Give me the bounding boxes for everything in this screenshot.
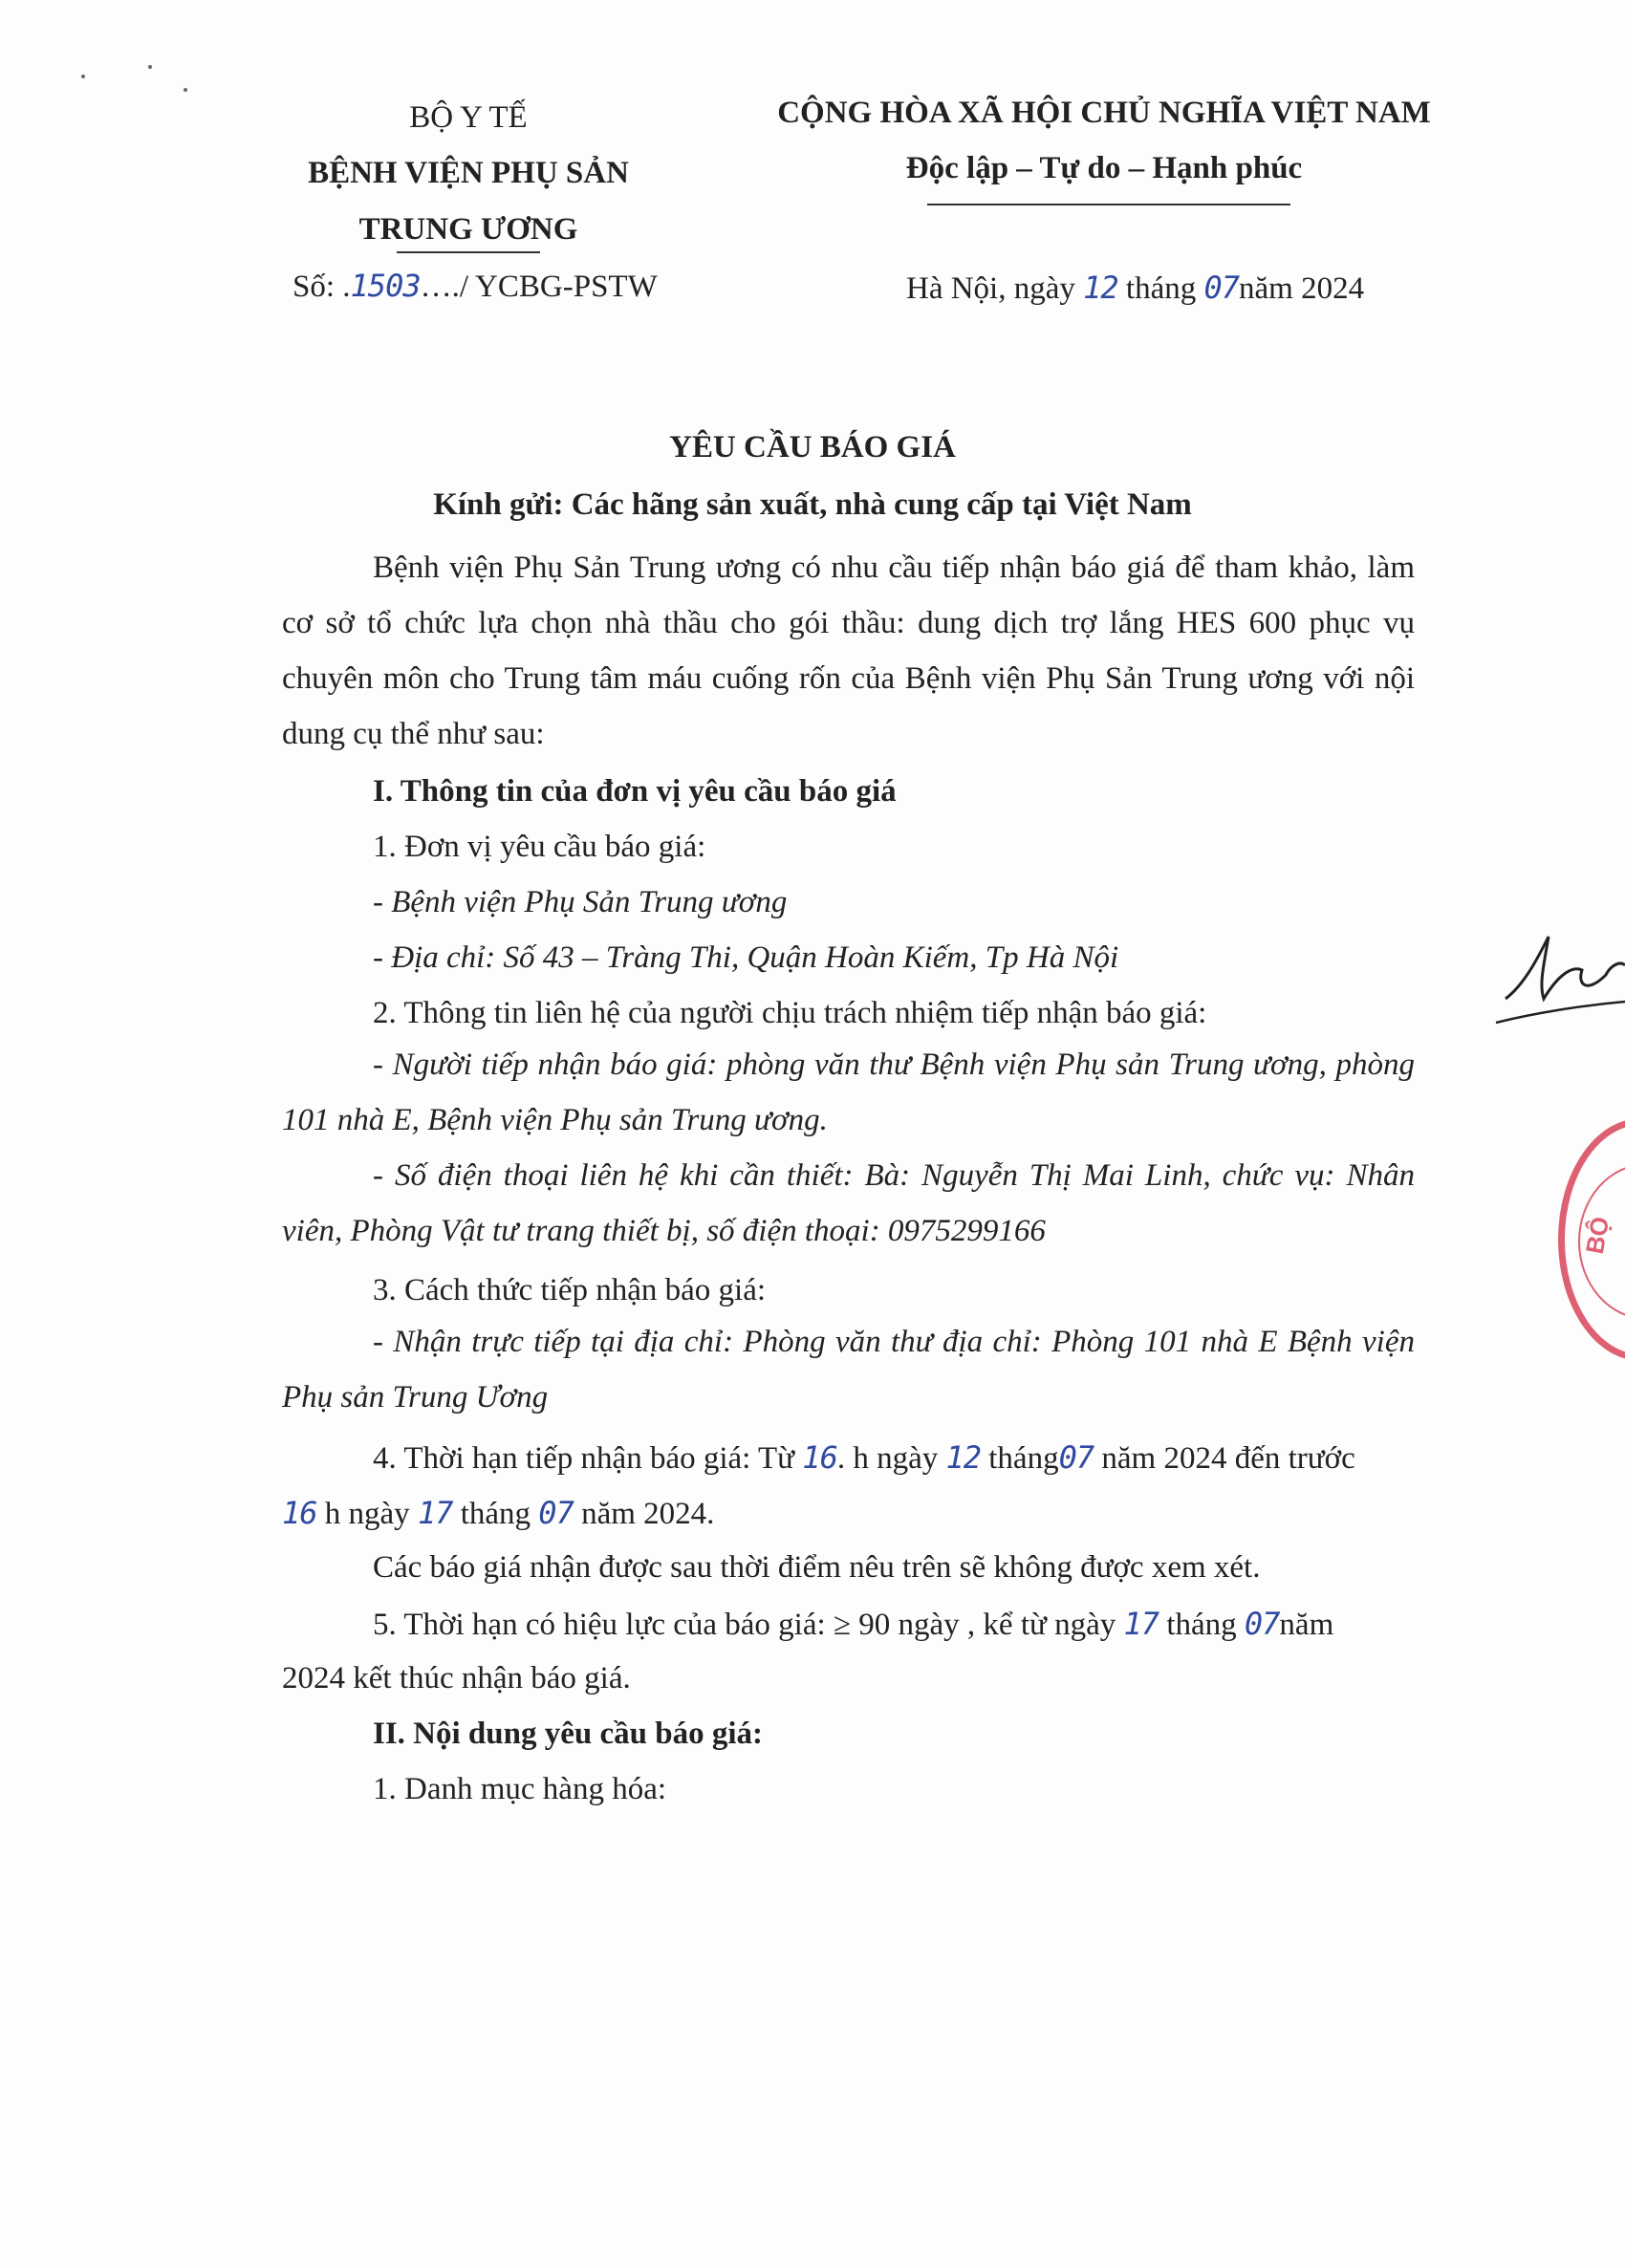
date-prefix: Hà Nội, ngày xyxy=(906,271,1075,306)
deadline-text-2: . h ngày xyxy=(836,1441,939,1476)
document-number xyxy=(292,268,658,305)
scan-speck xyxy=(81,75,85,78)
section-2-heading: II. Nội dung yêu cầu báo giá: xyxy=(373,1717,764,1751)
late-quote-note: Các báo giá nhận được sau thời điểm nêu trên sẽ không được xem xét. xyxy=(373,1550,1261,1585)
validity-text-2: tháng xyxy=(1166,1608,1237,1642)
deadline-text-4: năm 2024 đến trước xyxy=(1101,1441,1355,1476)
stamp-text: BỘ xyxy=(1579,1214,1615,1257)
issue-date xyxy=(906,270,1364,307)
validity-start-day: 17 xyxy=(1123,1606,1159,1642)
scan-speck xyxy=(184,88,187,92)
deadline-start-day: 12 xyxy=(945,1439,982,1476)
date-year: năm 2024 xyxy=(1239,271,1365,306)
receipt-deadline-line2 xyxy=(282,1495,714,1532)
receiver-info: - Người tiếp nhận báo giá: phòng văn thư Bệnh viện Phụ sản Trung ương, phòng 101 nhà E, Bệnh viện Phụ sản Trung ương. xyxy=(282,1048,1415,1137)
header-left-underline xyxy=(397,251,540,253)
national-motto: Độc lập – Tự do – Hạnh phúc xyxy=(905,151,1303,185)
deadline-text-7: năm 2024. xyxy=(581,1497,715,1531)
deadline-end-day: 17 xyxy=(417,1495,453,1531)
intro-paragraph: Bệnh viện Phụ Sản Trung ương có nhu cầu tiếp nhận báo giá để tham khảo, làm cơ sở tổ chức lựa chọn nhà thầu cho gói thầu: dung dịch trợ lắng HES 600 phục vụ chuyên môn cho Trung tâm máu cuống rốn của Bệnh viện Phụ Sản Trung ương với nội dung cụ thể như sau: xyxy=(282,551,1415,751)
deadline-end-month: 07 xyxy=(538,1495,574,1531)
validity-start-month: 07 xyxy=(1244,1606,1280,1642)
validity-text-1: 5. Thời hạn có hiệu lực của báo giá: ≥ 90 ngày , kể từ ngày xyxy=(373,1608,1116,1642)
deadline-start-month: 07 xyxy=(1058,1439,1094,1476)
requester-address: - Địa chỉ: Số 43 – Tràng Thi, Quận Hoàn Kiếm, Tp Hà Nội xyxy=(373,940,1119,975)
deadline-text-3: tháng xyxy=(988,1441,1059,1476)
scan-speck xyxy=(148,65,152,69)
date-day: 12 xyxy=(1083,270,1118,306)
doc-no-suffix: …./ YCBG-PSTW xyxy=(420,270,658,304)
section-1-heading: I. Thông tin của đơn vị yêu cầu báo giá xyxy=(373,774,897,809)
ministry-name: BỘ Y TẾ xyxy=(409,100,528,135)
receipt-deadline-line1 xyxy=(373,1439,1355,1477)
section-2-item-1-label: 1. Danh mục hàng hóa: xyxy=(373,1772,667,1806)
contact-phone-info: - Số điện thoại liên hệ khi cần thiết: Bà: Nguyễn Thị Mai Linh, chức vụ: Nhân viên, Phòng Vật tư trang thiết bị, số điện thoại: 0975299166 xyxy=(282,1158,1415,1248)
doc-no-handwritten: 1503 xyxy=(350,268,421,304)
deadline-text-1: 4. Thời hạn tiếp nhận báo giá: Từ xyxy=(373,1441,795,1476)
motto-underline xyxy=(927,204,1290,205)
receiving-method: - Nhận trực tiếp tại địa chỉ: Phòng văn thư địa chỉ: Phòng 101 nhà E Bệnh viện Phụ sản Trung Ương xyxy=(282,1325,1415,1415)
date-month: 07 xyxy=(1203,270,1240,306)
section-1-item-2-label: 2. Thông tin liên hệ của người chịu trách nhiệm tiếp nhận báo giá: xyxy=(373,996,1207,1030)
hospital-name-line2: TRUNG ƯƠNG xyxy=(358,212,578,247)
deadline-start-hour: 16 xyxy=(802,1439,837,1476)
quote-validity-line2: 2024 kết thúc nhận báo giá. xyxy=(282,1661,631,1696)
doc-no-prefix: Số: . xyxy=(292,270,351,304)
document-title: YÊU CẦU BÁO GIÁ xyxy=(669,430,956,464)
validity-text-3: năm xyxy=(1279,1608,1334,1642)
section-1-item-1-label: 1. Đơn vị yêu cầu báo giá: xyxy=(373,830,706,864)
deadline-end-hour: 16 xyxy=(282,1495,317,1531)
deadline-text-6: tháng xyxy=(460,1497,531,1531)
margin-signature xyxy=(1486,918,1625,1051)
date-month-label: tháng xyxy=(1125,271,1197,306)
requester-name: - Bệnh viện Phụ Sản Trung ương xyxy=(373,885,788,919)
nation-title: CỘNG HÒA XÃ HỘI CHỦ NGHĨA VIỆT NAM xyxy=(777,96,1431,130)
quote-validity-line1 xyxy=(373,1606,1333,1643)
section-1-item-3-label: 3. Cách thức tiếp nhận báo giá: xyxy=(373,1273,767,1307)
stamp-fragment xyxy=(1558,1118,1625,1361)
recipient-line: Kính gửi: Các hãng sản xuất, nhà cung cấp tại Việt Nam xyxy=(433,487,1192,522)
deadline-text-5: h ngày xyxy=(324,1497,410,1531)
hospital-name-line1: BỆNH VIỆN PHỤ SẢN xyxy=(308,156,629,190)
